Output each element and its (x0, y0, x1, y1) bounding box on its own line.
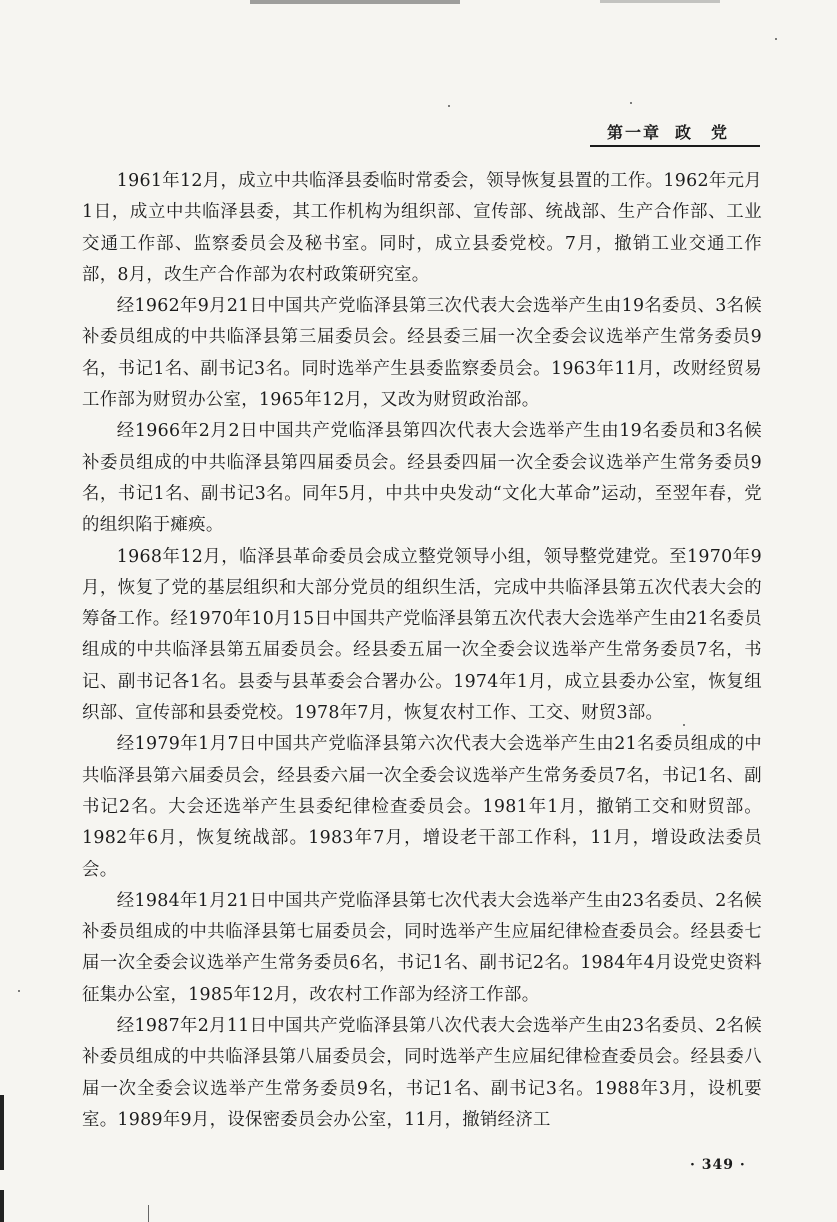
body-text (82, 166, 762, 1136)
scan-artifact (0, 1190, 4, 1222)
scan-artifact (448, 105, 450, 107)
page-number: · 349 · (690, 1157, 746, 1173)
paragraph: 1968年12月，临泽县革命委员会成立整党领导小组，领导整党建党。至1970年9月，恢复了党的基层组织和大部分党员的组织生活，完成中共临泽县第五次代表大会的筹备工作。经1970年10月15日中国共产党临泽县第五次代表大会选举产生由21名委员组成的中共临泽县第五届委员会。经县委五届一次全委会议选举产生常务委员7名，书记、副书记各1名。县委与县革委会合署办公。1974年1月，成立县委办公室，恢复组织部、宣传部和县委党校。1978年7月，恢复农村工作、工交、财贸3部。 (82, 546, 762, 724)
paragraph: 经1962年9月21日中国共产党临泽县第三次代表大会选举产生由19名委员、3名候补委员组成的中共临泽县第三届委员会。经县委三届一次全委会议选举产生常务委员9名，书记1名、副书记3名。同时选举产生县委监察委员会。1963年11月，改财经贸易工作部为财贸办公室，1965年12月，又改为财贸政治部。 (82, 296, 762, 411)
chapter-label: 第一章 (607, 123, 662, 142)
scan-artifact (148, 1205, 149, 1222)
scan-artifact (630, 102, 632, 104)
section-label: 政党 (675, 123, 748, 142)
scan-artifact (600, 0, 720, 3)
scan-artifact (18, 990, 20, 992)
running-header (607, 120, 747, 143)
scan-artifact (0, 1095, 4, 1170)
paragraph: 1961年12月，成立中共临泽县委临时常委会，领导恢复县置的工作。1962年元月1日，成立中共临泽县委，其工作机构为组织部、宣传部、统战部、生产合作部、工业交通工作部、监察委员会及秘书室。同时，成立县委党校。7月，撤销工业交通工作部，8月，改生产合作部为农村政策研究室。 (82, 171, 762, 285)
paragraph: 经1966年2月2日中国共产党临泽县第四次代表大会选举产生由19名委员和3名候补委员组成的中共临泽县第四届委员会。经县委四届一次全委会议选举产生常务委员9名，书记1名、副书记3名。同年5月，中共中央发动“文化大革命”运动，至翌年春，党的组织陷于瘫痪。 (82, 421, 762, 536)
paragraph: 经1984年1月21日中国共产党临泽县第七次代表大会选举产生由23名委员、2名候补委员组成的中共临泽县第七届委员会，同时选举产生应届纪律检查委员会。经县委七届一次全委会议选举产生常务委员6名，书记1名、副书记2名。1984年4月设党史资料征集办公室，1985年12月，改农村工作部为经济工作部。 (82, 890, 762, 1005)
scan-artifact (775, 38, 777, 40)
scan-artifact (250, 0, 460, 4)
paragraph: 经1987年2月11日中国共产党临泽县第八次代表大会选举产生由23名委员、2名候补委员组成的中共临泽县第八届委员会，同时选举产生应届纪律检查委员会。经县委八届一次全委会议选举产生常务委员9名，书记1名、副书记3名。1988年3月，设机要室。1989年9月，设保密委员会办公室，11月，撤销经济工 (82, 1016, 762, 1130)
header-rule (590, 145, 760, 147)
paragraph: 经1979年1月7日中国共产党临泽县第六次代表大会选举产生由21名委员组成的中共临泽县第六届委员会，经县委六届一次全委会议选举产生常务委员7名，书记1名、副书记2名。大会还选举产生县委纪律检查委员会。1981年1月，撤销工交和财贸部。1982年6月，恢复统战部。1983年7月，增设老干部工作科，11月，增设政法委员会。 (82, 734, 762, 880)
